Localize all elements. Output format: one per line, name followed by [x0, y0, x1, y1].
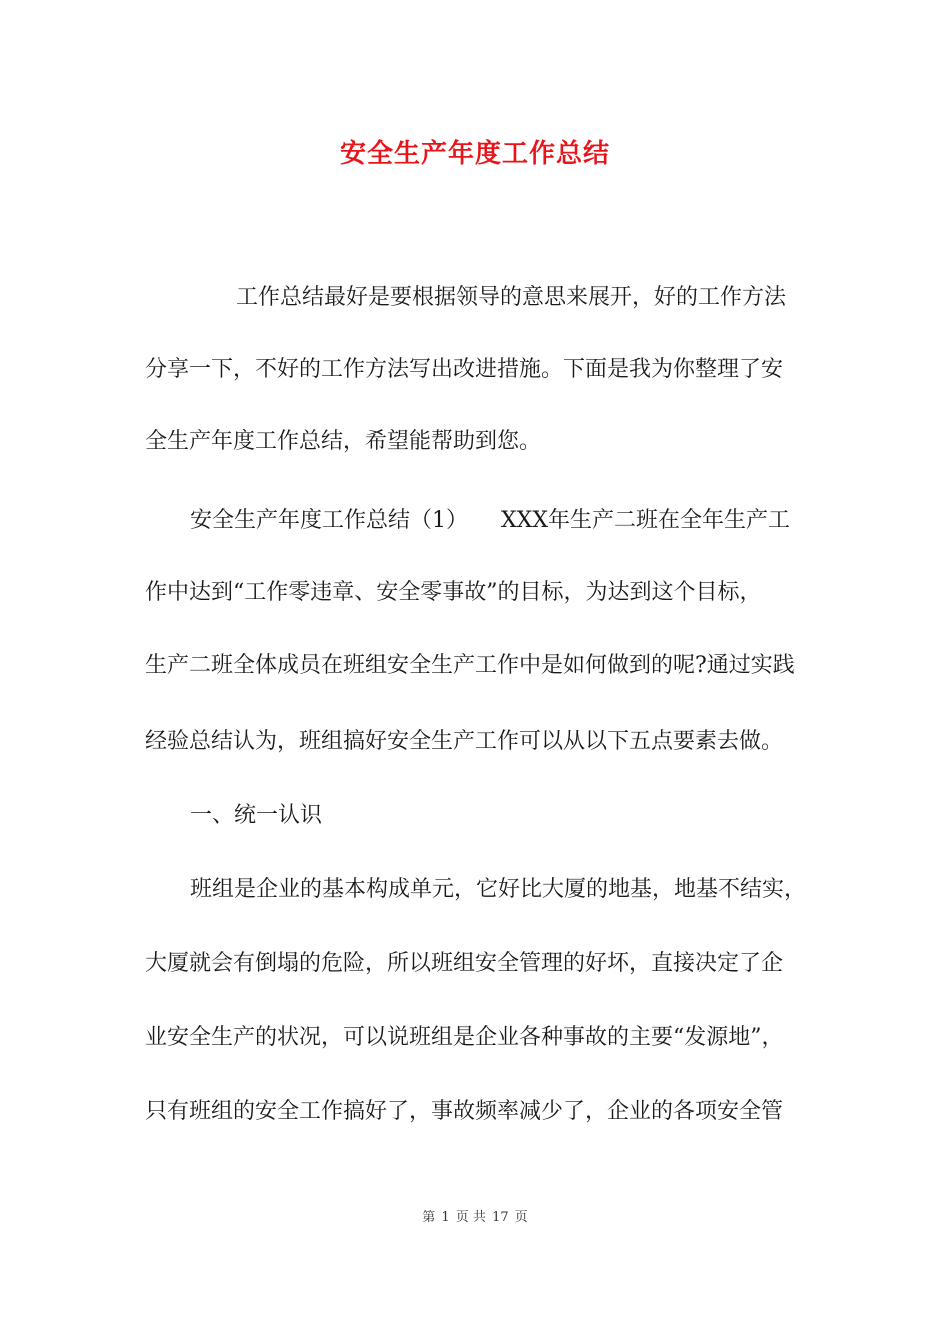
page-footer	[0, 1208, 950, 1228]
paragraph-line: 班组是企业的基本构成单元，它好比大厦的地基，地基不结实，	[190, 877, 807, 902]
page-label-suffix: 页	[514, 1210, 528, 1225]
paragraph-line: 分享一下，不好的工作方法写出改进措施。下面是我为你整理了安	[145, 357, 784, 382]
paragraph-line: 只有班组的安全工作搞好了，事故频率减少了，企业的各项安全管	[145, 1099, 784, 1124]
document-title: 安全生产年度工作总结	[339, 139, 610, 169]
page-label-mid: 页 共	[455, 1210, 486, 1225]
paragraph-line: 工作总结最好是要根据领导的意思来展开，好的工作方法	[236, 285, 787, 310]
page-label-prefix: 第	[422, 1210, 436, 1225]
paragraph-line: 安全生产年度工作总结（1） XXX年生产二班在全年生产工	[190, 508, 790, 533]
total-pages-number: 17	[492, 1210, 509, 1225]
paragraph-line: 生产二班全体成员在班组安全生产工作中是如何做到的呢?通过实践	[145, 653, 795, 678]
paragraph-line: 经验总结认为，班组搞好安全生产工作可以从以下五点要素去做。	[145, 729, 784, 754]
paragraph-line: 作中达到“工作零违章、安全零事故”的目标，为达到这个目标，	[145, 580, 762, 605]
paragraph-line: 业安全生产的状况，可以说班组是企业各种事故的主要“发源地”，	[145, 1025, 784, 1050]
section-heading: 一、统一认识	[190, 803, 323, 828]
paragraph-line: 全生产年度工作总结，希望能帮助到您。	[145, 429, 542, 454]
paragraph-line: 大厦就会有倒塌的危险，所以班组安全管理的好坏，直接决定了企	[145, 951, 784, 976]
current-page-number: 1	[441, 1210, 450, 1225]
